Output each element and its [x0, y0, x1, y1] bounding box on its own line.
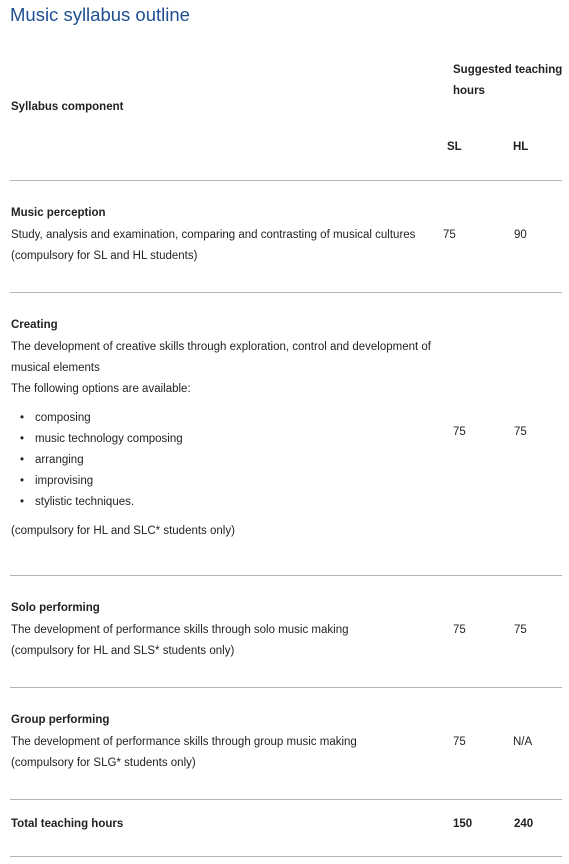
hl-hours: 90	[514, 229, 527, 241]
list-item: • improvising	[11, 471, 563, 492]
hl-hours: 75	[514, 624, 527, 636]
page-title: Music syllabus outline	[10, 4, 190, 25]
total-label: Total teaching hours	[11, 818, 124, 830]
list-item: • music technology composing	[11, 429, 563, 450]
header-hl: HL	[513, 141, 529, 153]
component-note: (compulsory for HL and SLS* students only)	[11, 645, 235, 657]
component-name: Solo performing	[11, 602, 100, 614]
bullet-icon: •	[20, 433, 25, 445]
divider	[10, 799, 562, 800]
component-name: Music perception	[11, 207, 106, 219]
header-syllabus-component: Syllabus component	[11, 101, 124, 113]
component-name: Group performing	[11, 714, 110, 726]
table-row	[11, 600, 563, 662]
table-row	[11, 712, 563, 774]
sl-hours: 75	[443, 229, 456, 241]
component-description: Study, analysis and examination, comparing and contrasting of musical cultures	[11, 229, 416, 241]
divider	[10, 292, 562, 293]
divider	[10, 687, 562, 688]
table-row	[11, 205, 563, 267]
component-description: The development of performance skills through group music making	[11, 736, 357, 748]
divider	[10, 180, 562, 181]
total-sl-hours: 150	[453, 818, 473, 830]
sl-hours: 75	[453, 624, 466, 636]
component-note: (compulsory for SLG* students only)	[11, 757, 196, 769]
sl-hours: 75	[453, 736, 466, 748]
list-item: • arranging	[11, 450, 563, 471]
bullet-icon: •	[20, 496, 25, 508]
bullet-icon: •	[20, 412, 25, 424]
bullet-icon: •	[20, 475, 25, 487]
component-description: The development of creative skills through exploration, control and development of musical elements	[11, 341, 431, 374]
component-note: (compulsory for HL and SLC* students only)	[11, 525, 235, 537]
sl-hours: 75	[453, 426, 466, 438]
total-hl-hours: 240	[514, 818, 534, 830]
header-sl: SL	[447, 141, 462, 153]
hl-hours: N/A	[513, 736, 533, 748]
component-description: The development of performance skills through solo music making	[11, 624, 349, 636]
divider	[10, 856, 562, 857]
divider	[10, 575, 562, 576]
component-name: Creating	[11, 319, 58, 331]
component-note: (compulsory for SL and HL students)	[11, 250, 198, 262]
header-suggested-hours: Suggested teaching hours	[453, 64, 563, 97]
bullet-icon: •	[20, 454, 25, 466]
list-item: • composing	[11, 408, 563, 429]
list-item: • stylistic techniques.	[11, 492, 563, 513]
hl-hours: 75	[514, 426, 527, 438]
component-options-intro: The following options are available:	[11, 383, 191, 395]
table-row	[11, 317, 563, 542]
options-list	[11, 408, 563, 513]
